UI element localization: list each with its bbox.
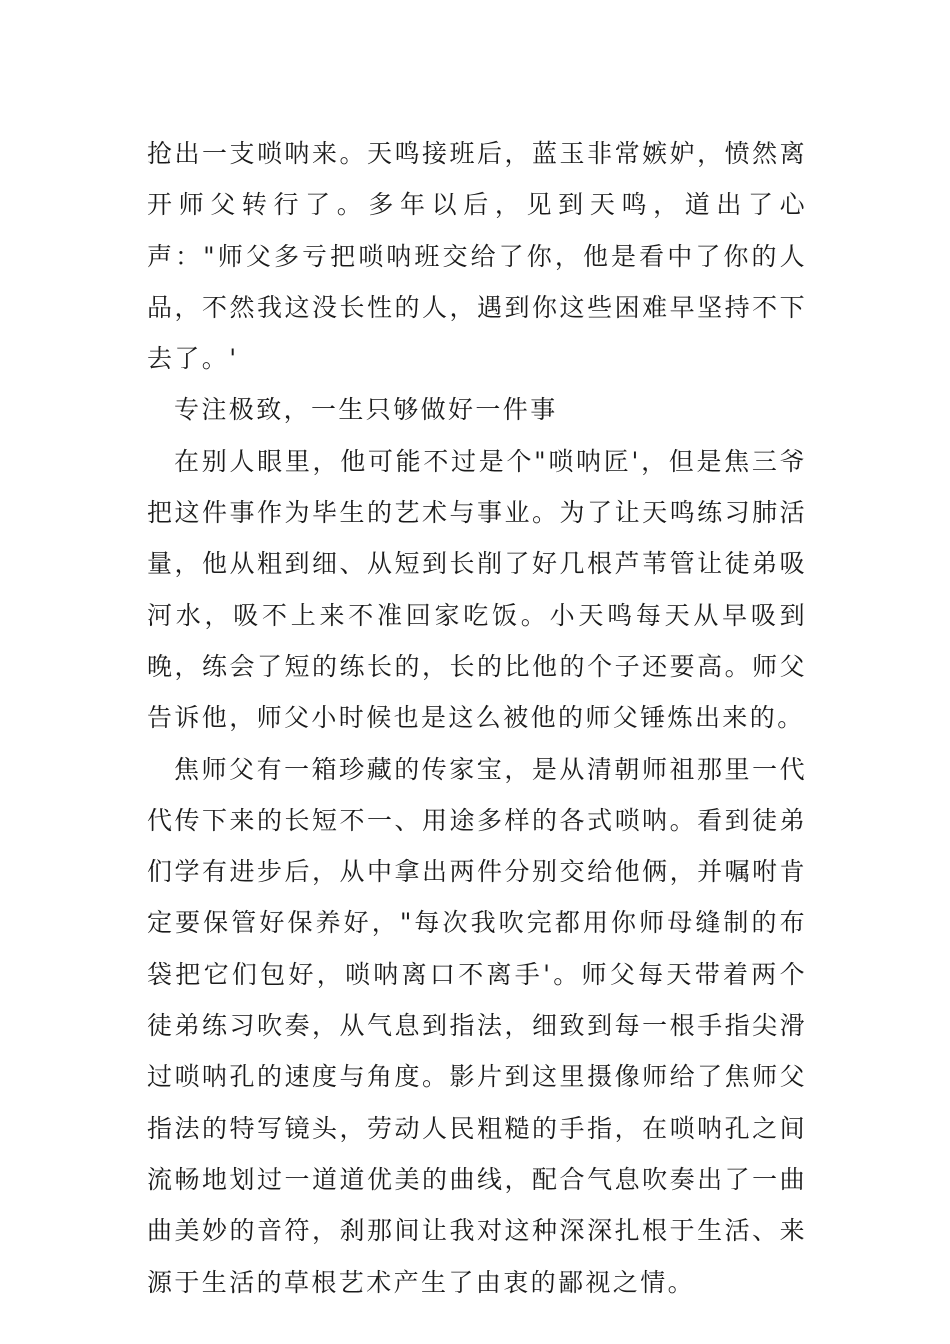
section-heading: 专注极致，一生只够做好一件事 <box>174 395 558 425</box>
document-page <box>147 128 807 1308</box>
paragraph-heirloom-suona: 焦师父有一箱珍藏的传家宝，是从清朝师祖那里一代代传下来的长短不一、用途多样的各式唢呐。看到徒弟们学有进步后，从中拿出两件分别交给他俩，并嘱咐肯定要保管好保养好，"每次我吹完都用你师母缝制的布袋把它们包好，唢呐离口不离手'。师父每天带着两个徒弟练习吹奏，从气息到指法，细致到每一根手指尖滑过唢呐孔的速度与角度。影片到这里摄像师给了焦师父指法的特写镜头，劳动人民粗糙的手指，在唢呐孔之间流畅地划过一道道优美的曲线，配合气息吹奏出了一曲曲美妙的音符，刹那间让我对这种深深扎根于生活、来源于生活的草根艺术产生了由衷的鄙视之情。 <box>147 754 807 1297</box>
paragraph-reed-training: 在别人眼里，他可能不过是个"唢呐匠'，但是焦三爷把这件事作为毕生的艺术与事业。为了让天鸣练习肺活量，他从粗到细、从短到长削了好几根芦苇管让徒弟吸河水，吸不上来不准回家吃饭。小天鸣每天从早吸到晚，练会了短的练长的，长的比他的个子还要高。师父告诉他，师父小时候也是这么被他的师父锤炼出来的。 <box>147 446 807 733</box>
paragraph-continuation: 抢出一支唢呐来。天鸣接班后，蓝玉非常嫉妒，愤然离开师父转行了。多年以后，见到天鸣，道出了心声："师父多亏把唢呐班交给了你，他是看中了你的人品，不然我这没长性的人，遇到你这些困难早坚持不下去了。' <box>147 139 807 374</box>
